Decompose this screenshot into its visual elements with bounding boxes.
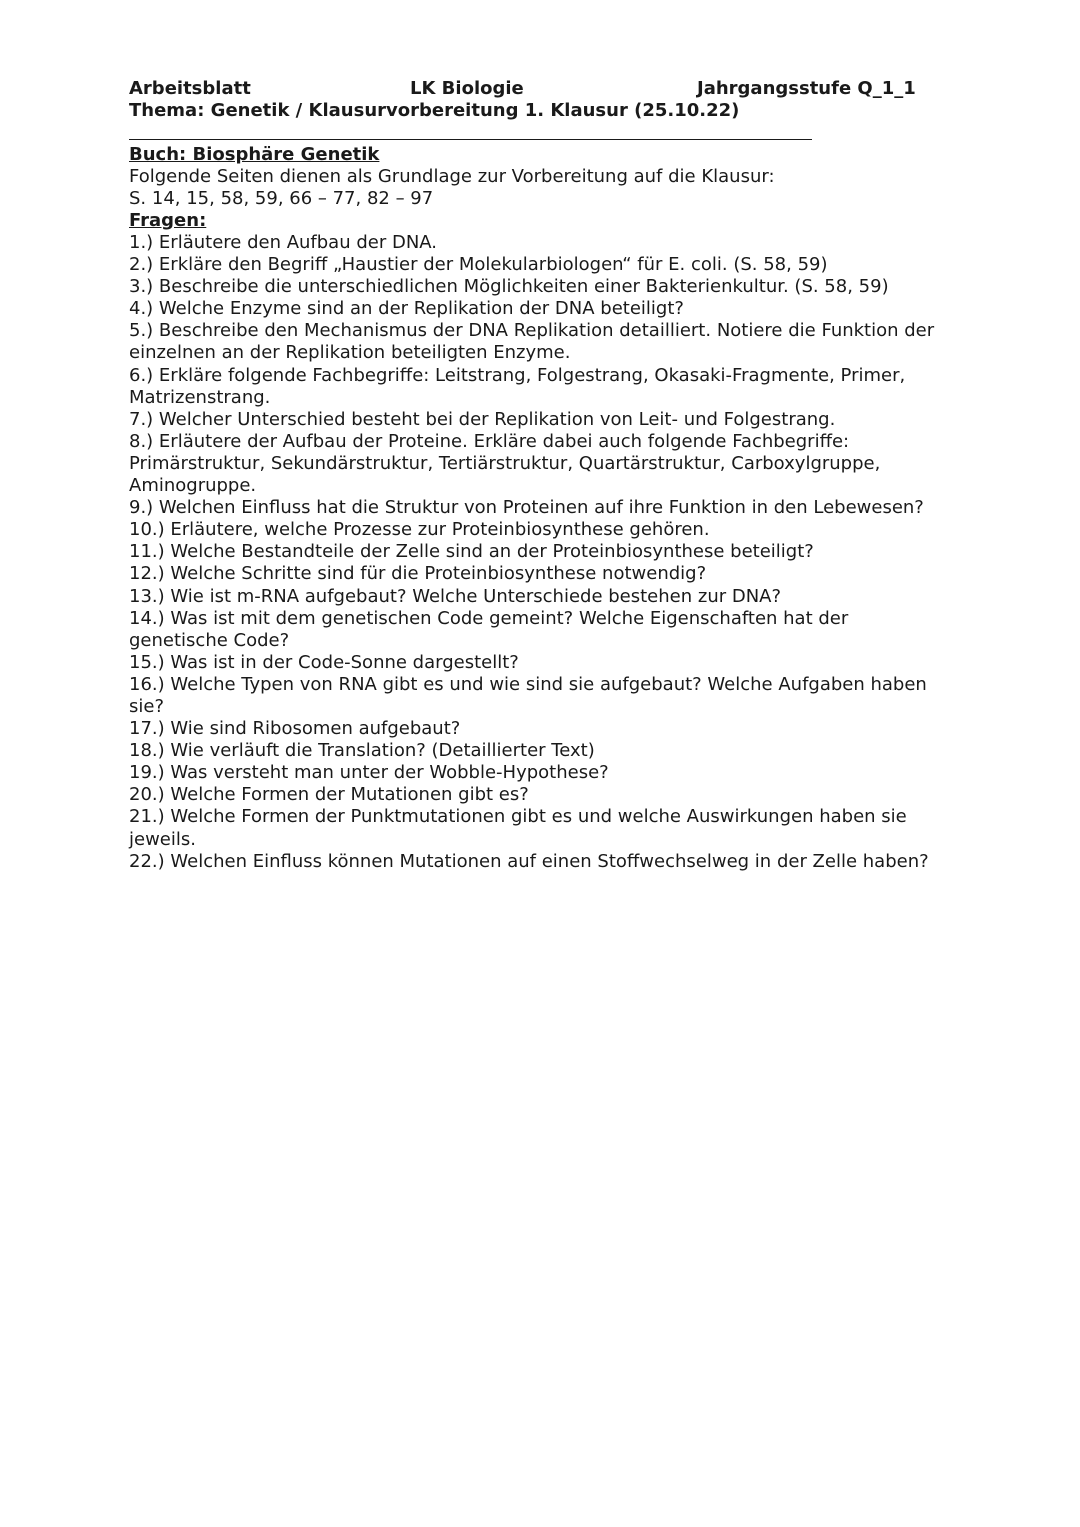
question-item: 9.) Welchen Einfluss hat die Struktur von Proteinen auf ihre Funktion in den Lebewesen? <box>129 497 924 519</box>
worksheet-type: Arbeitsblatt <box>129 78 251 99</box>
topic-title: Thema: Genetik / Klausurvorbereitung 1. Klausur (25.10.22) <box>129 100 740 121</box>
question-item: 15.) Was ist in der Code-Sonne dargestellt? <box>129 651 519 673</box>
worksheet-page <box>129 78 959 873</box>
question-item: 16.) Welche Typen von RNA gibt es und wie sind sie aufgebaut? Welche Aufgaben haben sie? <box>129 673 927 717</box>
question-item: 11.) Welche Bestandteile der Zelle sind an der Proteinbiosynthese beteiligt? <box>129 541 814 563</box>
question-item: 13.) Wie ist m-RNA aufgebaut? Welche Unterschiede bestehen zur DNA? <box>129 585 782 607</box>
divider-line <box>129 139 812 140</box>
questions-heading: Fragen: <box>129 210 207 231</box>
question-item: 20.) Welche Formen der Mutationen gibt es? <box>129 784 529 806</box>
question-item: 1.) Erläutere den Aufbau der DNA. <box>129 232 438 253</box>
question-item: 14.) Was ist mit dem genetischen Code gemeint? Welche Eigenschaften hat der genetische Code? <box>129 607 849 651</box>
question-item: 3.) Beschreibe die unterschiedlichen Möglichkeiten einer Bakterienkultur. (S. 58, 59) <box>129 276 889 298</box>
question-item: 18.) Wie verläuft die Translation? (Detaillierter Text) <box>129 740 595 762</box>
question-item: 6.) Erkläre folgende Fachbegriffe: Leitstrang, Folgestrang, Okasaki-Fragmente, Primer, Matrizenstrang. <box>129 364 906 408</box>
question-item: 10.) Erläutere, welche Prozesse zur Proteinbiosynthese gehören. <box>129 519 710 541</box>
question-item: 19.) Was versteht man unter der Wobble-Hypothese? <box>129 762 609 784</box>
intro-text: Folgende Seiten dienen als Grundlage zur Vorbereitung auf die Klausur: <box>129 166 775 187</box>
course-name: LK Biologie <box>410 78 524 99</box>
question-item: 21.) Welche Formen der Punktmutationen gibt es und welche Auswirkungen haben sie jeweils. <box>129 806 907 850</box>
book-reference: Buch: Biosphäre Genetik <box>129 144 380 165</box>
question-item: 4.) Welche Enzyme sind an der Replikation der DNA beteiligt? <box>129 298 684 320</box>
question-item: 22.) Welchen Einfluss können Mutationen auf einen Stoffwechselweg in der Zelle haben? <box>129 850 929 872</box>
grade-level: Jahrgangsstufe Q_1_1 <box>697 78 916 99</box>
question-item: 8.) Erläutere der Aufbau der Proteine. Erkläre dabei auch folgende Fachbegriffe: Primärstruktur, Sekundärstruktur, Tertiärstruktur, Quartärstruktur, Carboxylgruppe, Aminogruppe. <box>129 430 881 497</box>
page-list: S. 14, 15, 58, 59, 66 – 77, 82 – 97 <box>129 188 434 209</box>
question-item: 7.) Welcher Unterschied besteht bei der Replikation von Leit- und Folgestrang. <box>129 408 836 430</box>
question-list <box>129 232 959 873</box>
question-item: 2.) Erkläre den Begriff „Haustier der Molekularbiologen“ für E. coli. (S. 58, 59) <box>129 254 828 276</box>
question-item: 17.) Wie sind Ribosomen aufgebaut? <box>129 718 461 740</box>
question-item: 5.) Beschreibe den Mechanismus der DNA Replikation detailliert. Notiere die Funktion der einzelnen an der Replikation beteiligten Enzyme. <box>129 320 935 364</box>
question-item: 12.) Welche Schritte sind für die Proteinbiosynthese notwendig? <box>129 563 707 585</box>
header-row <box>129 78 959 100</box>
